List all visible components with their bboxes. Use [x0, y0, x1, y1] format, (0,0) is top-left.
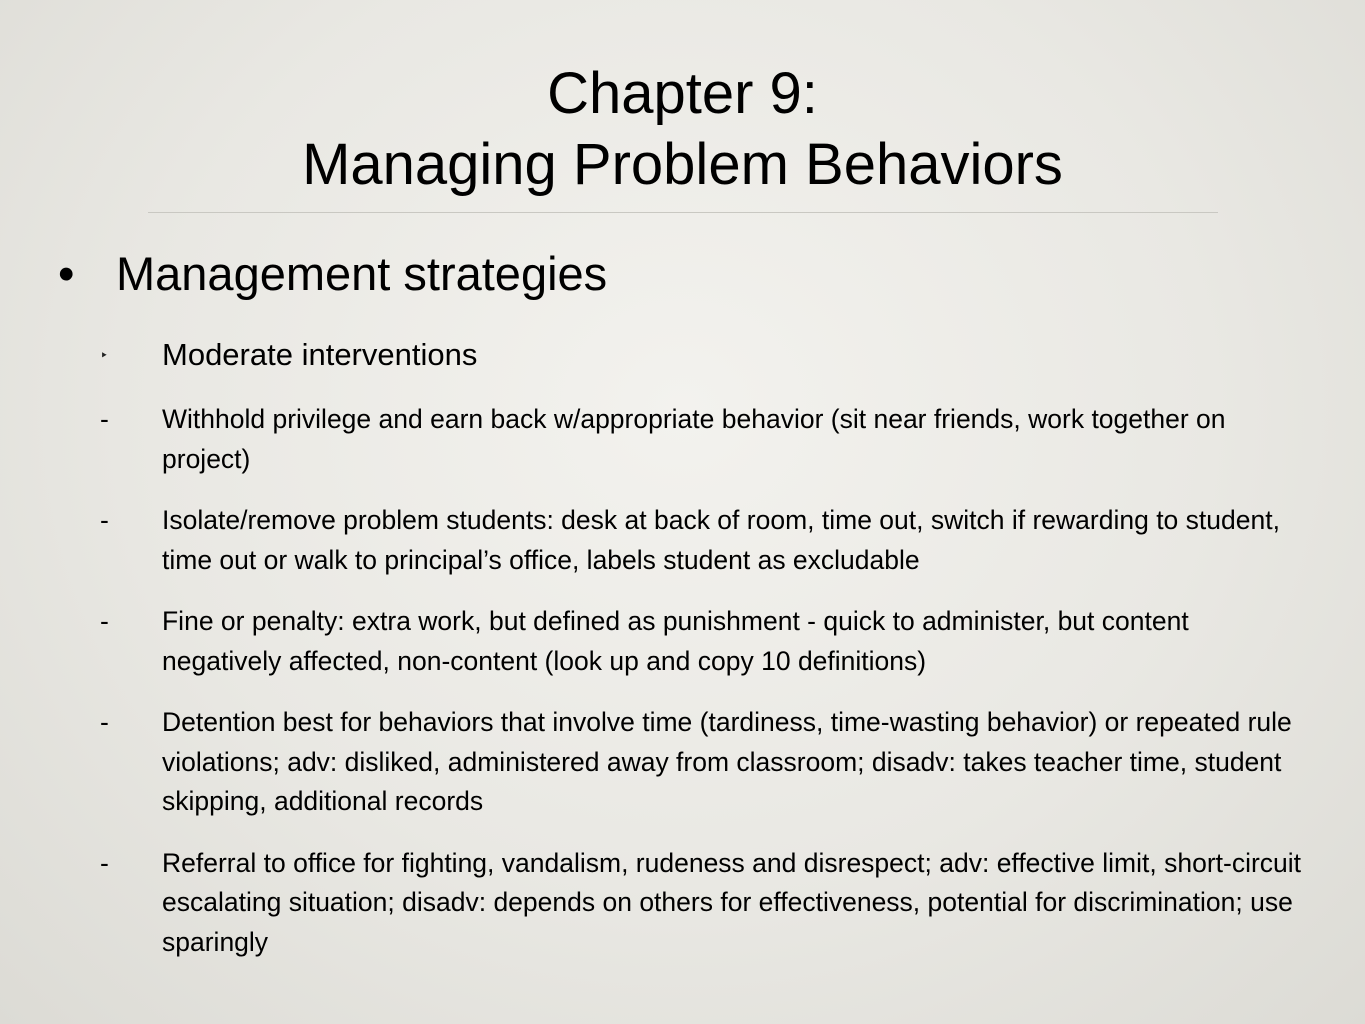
- triangle-bullet-icon: ‣: [100, 347, 109, 363]
- list-item: [100, 703, 1305, 822]
- title-line-2: Managing Problem Behaviors: [302, 132, 1063, 197]
- list-item-text: Referral to office for fighting, vandalism, rudeness and disrespect; adv: effective limit, short-circuit escalating situation; disadv: depends on others for effectiveness, potential for discrimination; use sparingly: [162, 847, 1302, 957]
- list-item-text: Detention best for behaviors that involve time (tardiness, time-wasting behavior) or repeated rule violations; adv: disliked, administered away from classroom; disadv: takes teacher time, student skipping, additional records: [162, 707, 1292, 816]
- main-bullet-text: Management strategies: [116, 247, 608, 300]
- list-item: [100, 602, 1305, 681]
- list-item: [100, 400, 1305, 479]
- dash-marker: -: [100, 606, 109, 636]
- slide-title: [0, 58, 1365, 200]
- title-divider: [148, 212, 1218, 213]
- sub-bullet-text: Moderate interventions: [162, 337, 478, 372]
- title-line-1: Chapter 9:: [547, 61, 818, 126]
- bullet-dot-icon: •: [58, 247, 75, 300]
- list-item-text: Withhold privilege and earn back w/appropriate behavior (sit near friends, work together on project): [162, 404, 1226, 474]
- list-item-text: Fine or penalty: extra work, but defined as punishment - quick to administer, but content negatively affected, non-content (look up and copy 10 definitions): [162, 606, 1189, 676]
- list-item: [100, 844, 1305, 963]
- dash-marker: -: [100, 505, 109, 535]
- intervention-list: [100, 400, 1305, 984]
- list-item: [100, 501, 1305, 580]
- dash-marker: -: [100, 707, 109, 737]
- dash-marker: -: [100, 404, 109, 434]
- dash-marker: -: [100, 847, 109, 878]
- list-item-text: Isolate/remove problem students: desk at back of room, time out, switch if rewarding to student, time out or walk to principal’s office, labels student as excludable: [162, 505, 1280, 575]
